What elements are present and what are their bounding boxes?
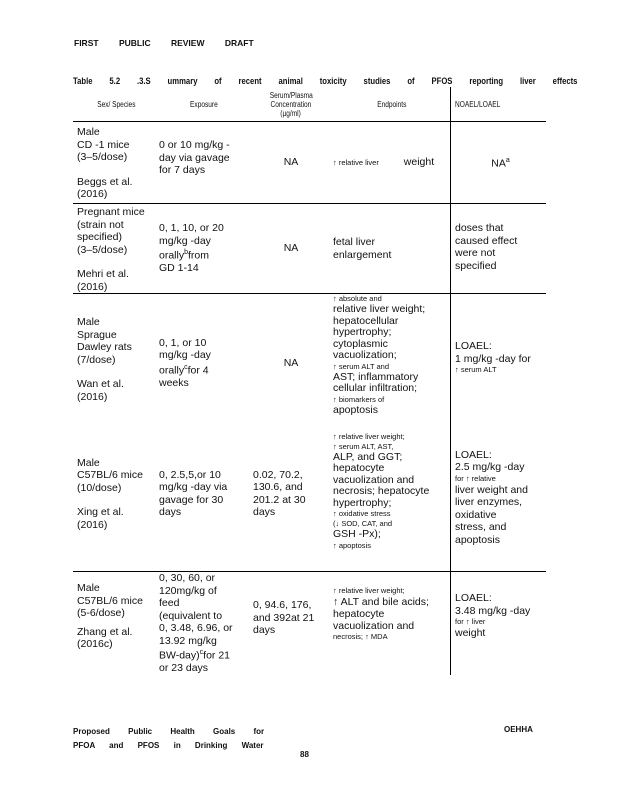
serum-line: 0, 94.6, 176, [253,599,312,611]
species-line: (5-6/dose) [77,607,125,619]
noael-line: apoptosis [455,533,500,546]
endpoint-text: weight [403,155,435,168]
header-word: REVIEW [170,38,205,48]
col-header-exposure: Exposure [155,87,249,122]
endpoint-line: relative liver weight; [333,303,426,315]
col-header-noael: NOAEL/LOAEL [451,87,547,122]
endpoint-line: ↑ ALT and bile acids; [333,596,429,608]
exposure-line: weeks [159,376,189,389]
serum-line: days [253,506,276,518]
header-word: FIRST [74,38,99,48]
exposure-line: mg/kg -day via [159,481,228,493]
footer-title [73,725,264,753]
footnote-marker: c [199,649,204,656]
noael-line: for ↑ liver [455,617,486,626]
noael-line: 3.48 mg/kg -day [455,604,531,617]
endpoint-cell [329,432,451,572]
endpoint-line: vacuolization and [333,473,415,486]
species-cell [73,432,155,572]
running-header [74,38,272,48]
footnote-marker: c [184,363,188,371]
table-row [73,204,546,294]
exposure-line: 120mg/kg of [159,584,217,597]
col-header-serum: Serum/Plasma Concentration (µg/ml) [249,87,329,122]
exposure-text: orally [159,249,185,262]
endpoint-line: enlargement [333,248,392,261]
serum-line: and 392at 21 [253,611,315,624]
noael-cell [451,122,547,204]
species-line: C57BL/6 mice [77,594,143,607]
exposure-text: from [188,249,209,262]
reference-line: Beggs et al. [77,175,133,188]
endpoint-line: hypertrophy; [333,326,392,338]
serum-line: 201.2 at 30 [253,493,306,506]
noael-cell [451,572,547,675]
footer-org: OEHHA [504,725,533,734]
noael-line: oxidative [455,508,497,521]
endpoint-line: GSH -Px); [333,528,381,540]
endpoint-line: vacuolization; [333,349,397,361]
footer-line: PFOA and PFOS in Drinking Water [73,741,264,750]
noael-line: 2.5 mg/kg -day [455,461,525,473]
exposure-cell [155,572,249,675]
noael-line: 1 mg/kg -day for [455,352,531,365]
exposure-line: mg/kg -day [159,234,211,247]
exposure-line: gavage for 30 [159,493,224,506]
exposure-line: feed [159,597,180,609]
exposure-cell [155,294,249,432]
noael-line: for ↑ relative [455,473,496,483]
exposure-line [159,362,249,377]
noael-cell [451,432,547,572]
endpoint-text: ↑ relative liver [333,157,379,167]
serum-value: NA [283,242,299,255]
endpoint-line: hepatocyte [333,462,385,474]
noael-line: caused effect [455,234,518,247]
header-word: PUBLIC [118,38,151,48]
serum-cell [249,204,329,294]
footnote-marker: a [505,157,510,164]
exposure-line: 0, 2.5,5,or 10 [159,468,221,481]
endpoint-line: (↓ SOD, CAT, and [333,519,393,528]
species-line: (3–5/dose) [77,243,128,256]
endpoint-line: AST; inflammatory [333,370,419,383]
noael-line: stress, and [455,521,507,533]
noael-line: ↑ serum ALT [455,365,497,374]
col-header-sex-species: Sex/ Species [73,87,155,122]
species-cell [73,572,155,675]
species-line: Pregnant mice [77,206,145,218]
liver-effects-table [73,87,546,675]
species-cell [73,204,155,294]
reference-line: Zhang et al. [77,625,133,638]
exposure-line: 13.92 mg/kg [159,634,217,647]
serum-cell [249,294,329,432]
endpoint-line: hepatocellular [333,314,399,327]
table-row [73,432,546,572]
exposure-line: for 7 days [159,164,206,176]
header-word: DRAFT [224,38,254,48]
exposure-line: days [159,506,182,518]
endpoint-line: cytoplasmic [333,337,388,350]
exposure-line: mg/kg -day [159,349,211,361]
noael-line: LOAEL: [455,340,492,352]
noael-cell [451,294,547,432]
species-line: Dawley rats [77,341,132,353]
exposure-cell [155,432,249,572]
serum-line: 130.6, and [253,481,303,493]
table-row [73,122,546,204]
species-line: Male [77,126,100,138]
serum-value: NA [283,356,299,369]
noael-line: were not [455,247,496,259]
endpoint-line: ↑ serum ALT, AST, [333,441,394,451]
endpoint-line: apoptosis [333,403,378,416]
endpoint-line: vacuolization and [333,620,415,632]
noael-value: NA [491,157,506,170]
reference-line: Xing et al. [77,506,124,518]
footnote-marker: b [184,249,188,256]
exposure-line: 0 or 10 mg/kg - [159,139,230,151]
table-row [73,572,546,675]
species-line: Sprague [77,328,117,341]
noael-line: liver weight and [455,483,528,496]
col-header-endpoints: Endpoints [329,87,451,122]
exposure-line: (equivalent to [159,609,223,622]
species-line: C57BL/6 mice [77,469,143,481]
endpoint-line: hepatocyte [333,608,385,620]
noael-line: weight [455,627,486,639]
noael-line: LOAEL: [455,592,492,604]
endpoint-line: ALP, and GGT; [333,450,403,463]
endpoint-cell [329,572,451,675]
species-line: (7/dose) [77,353,116,366]
serum-cell [249,122,329,204]
reference-line: (2016) [77,390,108,403]
footer-line: Proposed Public Health Goals for [73,727,265,736]
exposure-line: 0, 30, 60, or [159,572,216,584]
exposure-line: 0, 3.48, 6.96, or [159,622,233,634]
exposure-cell [155,204,249,294]
exposure-line: or 23 days [159,662,209,674]
exposure-line: day via gavage [159,151,230,164]
endpoint-cell [329,294,451,432]
exposure-line [159,647,249,662]
species-line: Male [77,316,100,328]
serum-value: NA [283,156,299,169]
noael-line: specified [455,259,497,272]
endpoint-line: ↑ serum ALT and [333,361,390,371]
noael-line: liver enzymes, [455,496,523,508]
reference-line: (2016) [77,188,108,200]
endpoint-line: ↑ biomarkers of [333,394,385,404]
endpoint-line: ↑ apoptosis [333,540,371,550]
species-line: Male [77,582,100,594]
exposure-text: for 4 [187,364,209,376]
species-cell [73,122,155,204]
species-line: specified) [77,231,122,243]
species-line: (strain not [77,218,124,231]
reference-line: (2016c) [77,638,113,650]
noael-line: LOAEL: [455,448,492,461]
endpoint-cell [329,122,451,204]
species-cell [73,294,155,432]
exposure-line: GD 1-14 [159,262,199,274]
noael-cell [451,204,547,294]
endpoint-cell [329,204,451,294]
exposure-line [159,247,249,262]
species-line: Male [77,456,100,469]
page-number: 88 [300,750,309,759]
exposure-text: BW-day) [159,649,200,662]
species-line: (3–5/dose) [77,151,128,163]
species-line: CD -1 mice [77,138,130,151]
endpoint-line: ↑ relative liver weight; [333,431,405,441]
exposure-text: for 21 [203,649,231,662]
serum-line: days [253,624,276,636]
serum-cell [249,432,329,572]
serum-line: 0.02, 70.2, [253,468,303,481]
table-caption: Table 5.2 .3.S ummary of recent animal toxicity studies of PFOS reporting liver effects [73,75,578,86]
endpoint-line: ↑ relative liver weight; [333,586,405,595]
reference-line: (2016) [77,280,108,293]
endpoint-line: hypertrophy; [333,496,392,509]
exposure-line: 0, 1, or 10 [159,336,207,349]
species-line: (10/dose) [77,481,122,494]
endpoint-line: ↑ absolute and [333,294,382,303]
endpoint-line: cellular infiltration; [333,382,418,394]
noael-line: doses that [455,222,504,234]
reference-line: (2016) [77,518,108,531]
exposure-cell [155,122,249,204]
exposure-text: orally [159,364,185,376]
exposure-line: 0, 1, 10, or 20 [159,222,224,234]
reference-line: Mehri et al. [77,268,129,280]
table-row [73,294,546,432]
endpoint-line: necrosis; hepatocyte [333,485,430,497]
endpoint-line: necrosis; ↑ MDA [333,632,388,641]
endpoint-line: fetal liver [333,236,376,248]
reference-line: Wan et al. [77,378,124,390]
endpoint-line: ↑ oxidative stress [333,509,391,518]
serum-cell [249,572,329,675]
